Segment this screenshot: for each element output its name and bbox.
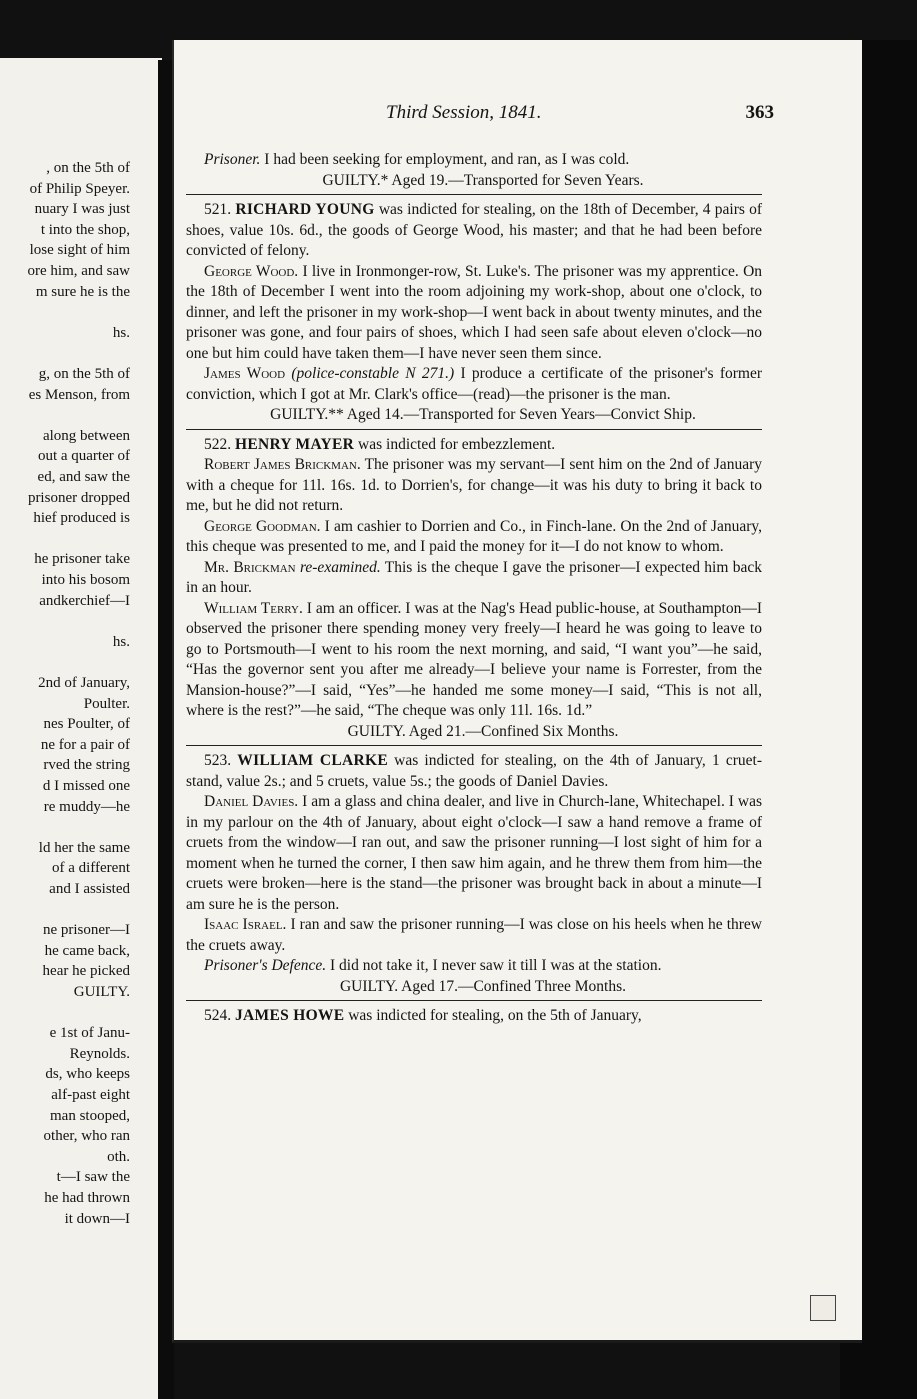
left-page-line: alf-past eight [51,1087,130,1103]
left-page-line: t—I saw the [56,1169,130,1186]
defence-label: Prisoner's Defence. [204,957,327,974]
case-524-indictment: was indicted for stealing, on the 5th of January, [348,1007,642,1024]
left-page-line: lose sight of him [29,242,130,259]
witness-role: (police-constable N 271.) [291,365,455,382]
left-page-line: hear he picked [42,963,130,980]
witness-testimony: I am cashier to Dorrien and Co., in Finch-lane. On the 2nd of January, this cheque was presented to me, and I paid the money for it—I do not know to whom. [186,517,762,555]
left-page-line: Reynolds. [69,1045,130,1062]
page-content [186,150,762,1027]
witness-role: re-examined. [299,558,381,576]
case-divider [186,194,762,195]
left-page-line: ne prisoner—I [42,922,130,939]
case-523-witness-1 [186,792,762,915]
left-page-line: ds, who keeps [45,1066,130,1083]
case-522-witness-3 [186,558,762,599]
case-521-witness-1 [186,262,762,365]
left-page-line: hief produced is [33,510,130,527]
left-page-line: prisoner dropped [27,489,130,506]
witness-testimony: I am an officer. I was at the Nag's Head public-house, at Southampton—I observed the prisoner there spending money very freely—I heard he was going to leave to go to Portsmouth—I went to his room the next morning, and said, “I want you”—he said, “Has the governor sent you after me already—I believe your name is Forrester, from the Mansion-house?”—I said, “Yes”—he handed me some money—I said, “This is not all, where is the rest?”—he said, “The cheque was only 11l. 16s. 1d.” [186,599,762,719]
case-521-number: 521. [204,201,232,218]
case-522-number: 522. [204,435,232,453]
left-page-line: ore him, and saw [27,263,130,279]
left-page-line: ne for a pair of [40,736,130,753]
right-page [172,40,862,1343]
left-page-line: Poulter. [83,695,130,712]
left-page-line: he had thrown [44,1190,130,1206]
witness-testimony: The prisoner was my servant—I sent him on the 2nd of January with a cheque for 11l. 16s. 1d. to Dorrien's, for change—it was his duty to bring it back to me, but he did not return. [186,456,762,514]
witness-name: Mr. Brickman [204,558,296,576]
prisoner-statement [186,150,762,171]
witness-testimony: I am a glass and china dealer, and live in Church-lane, Whitechapel. I was in my parlour on the 4th of January, about eight o'clock—I saw a hand remove a frame of cruets from the window—I ran out, and saw the prisoner running—I lost sight of him for a moment when he turned the corner, I then saw him again, and he threw them from him—the cruets were broken—here is the stand—the prisoner was brought back in about a minute—I am sure he is the person. [186,793,763,913]
case-522-verdict: GUILTY. Aged 21.—Confined Six Months. [347,722,619,740]
page-corner-mark [810,1295,836,1321]
case-524-heading [186,1006,762,1027]
witness-testimony: This is the cheque I gave the prisoner—I expected him back in an hour. [186,558,762,596]
left-page-line: he came back, [44,942,130,959]
case-523-number: 523. [204,752,232,769]
left-page-line: t into the shop, [40,221,130,238]
case-521-indictment: was indicted for stealing, on the 18th of December, 4 pairs of shoes, value 10s. 6d., the goods of George Wood, his master; and that he had been before convicted of felony. [186,201,763,259]
left-page-line: 2nd of January, [38,675,130,691]
case-divider [186,429,762,430]
case-divider [186,745,762,746]
case-divider [186,1000,762,1001]
left-page-line: , on the 5th of [46,160,130,176]
case-523-verdict: GUILTY. Aged 17.—Confined Three Months. [339,977,627,995]
prisoner-text: I had been seeking for employment, and ran, as I was cold. [264,151,630,168]
case-522-indictment: was indicted for embezzlement. [358,435,556,453]
witness-testimony: I ran and saw the prisoner running—I was close on his heels when he threw the cruets away. [186,916,762,954]
left-page-line: e 1st of Janu- [49,1025,130,1042]
left-page-line: oth. [107,1148,130,1165]
left-page-line: nuary I was just [34,201,130,218]
left-page-line: nes Poulter, of [43,716,130,733]
case-522-heading [186,435,762,456]
left-page-line: other, who ran [43,1128,130,1145]
page-number: 363 [745,102,774,123]
witness-name: George Goodman. [204,517,321,535]
case-523-defendant: WILLIAM CLARKE [237,752,389,769]
page-header [174,102,774,132]
left-page-line: man stooped, [50,1107,130,1124]
left-page-line: ed, and saw the [37,469,130,485]
witness-testimony: I produce a certificate of the prisoner's former conviction, which I got at Mr. Clark's office—(read)—the prisoner is the man. [186,365,763,403]
left-page-line: it down—I [64,1210,130,1227]
left-page [0,58,162,1399]
case-521-verdict: GUILTY.** Aged 14.—Transported for Seven Years—Convict Ship. [270,406,696,423]
left-page-line: ld her the same [38,839,130,856]
left-page-line: g, on the 5th of [38,366,130,382]
left-page-line: d I missed one [42,778,130,794]
left-page-line: out a quarter of [37,448,130,465]
left-page-line: along between [42,427,130,444]
case-522-witness-1 [186,455,762,517]
defence-text: I did not take it, I never saw it till I was at the station. [330,957,662,974]
left-page-line: m sure he is the [35,283,130,300]
case-522-defendant: HENRY MAYER [235,435,355,453]
witness-name: Isaac Israel. [204,916,287,933]
case-523-defence [186,956,762,977]
left-page-line: into his bosom [41,572,130,588]
left-page-line: of Philip Speyer. [29,180,130,197]
left-page-line: andkerchief—I [39,592,130,609]
witness-name: George Wood. [204,262,299,280]
left-page-line: hs. [112,324,130,341]
left-page-line: hs. [112,633,130,650]
left-page-line: re muddy—he [43,798,130,815]
verdict-prev: GUILTY.* Aged 19.—Transported for Seven Years. [322,171,644,189]
witness-name: Daniel Davies. [204,793,299,810]
left-page-line: he prisoner take [34,551,130,568]
witness-testimony: I live in Ironmonger-row, St. Luke's. The prisoner was my apprentice. On the 18th of December I went into the room adjoining my work-shop, about one o'clock, to dinner, and left the prisoner in my work-shop—I went back in about twenty minutes, and the prisoner was gone, and four pairs of shoes, which I had seen safe about eleven o'clock—no one but him could have taken them—I have never seen them since. [186,262,763,362]
case-521-heading [186,200,762,262]
case-521-defendant: RICHARD YOUNG [235,201,375,218]
case-523-witness-2 [186,915,762,956]
case-522-witness-4 [186,599,762,722]
left-page-line: of a different [51,860,130,877]
case-524-number: 524. [204,1007,232,1024]
left-page-line: es Menson, from [28,386,130,403]
running-head: Third Session, 1841. [386,102,542,123]
witness-name: James Wood [204,365,286,382]
case-523-heading [186,751,762,792]
case-524-defendant: JAMES HOWE [235,1007,345,1024]
left-page-line: rved the string [43,757,130,774]
prisoner-label: Prisoner. [204,151,261,168]
left-page-line: GUILTY. [73,984,130,1000]
case-522-witness-2 [186,517,762,558]
case-523-indictment: was indicted for stealing, on the 4th of January, 1 cruet-stand, value 2s.; and 5 cruets, value 5s.; the goods of Daniel Davies. [186,752,763,790]
case-521-witness-2 [186,364,762,405]
witness-name: William Terry. [204,599,303,617]
left-page-line: and I assisted [49,881,130,897]
witness-name: Robert James Brickman. [204,456,361,473]
